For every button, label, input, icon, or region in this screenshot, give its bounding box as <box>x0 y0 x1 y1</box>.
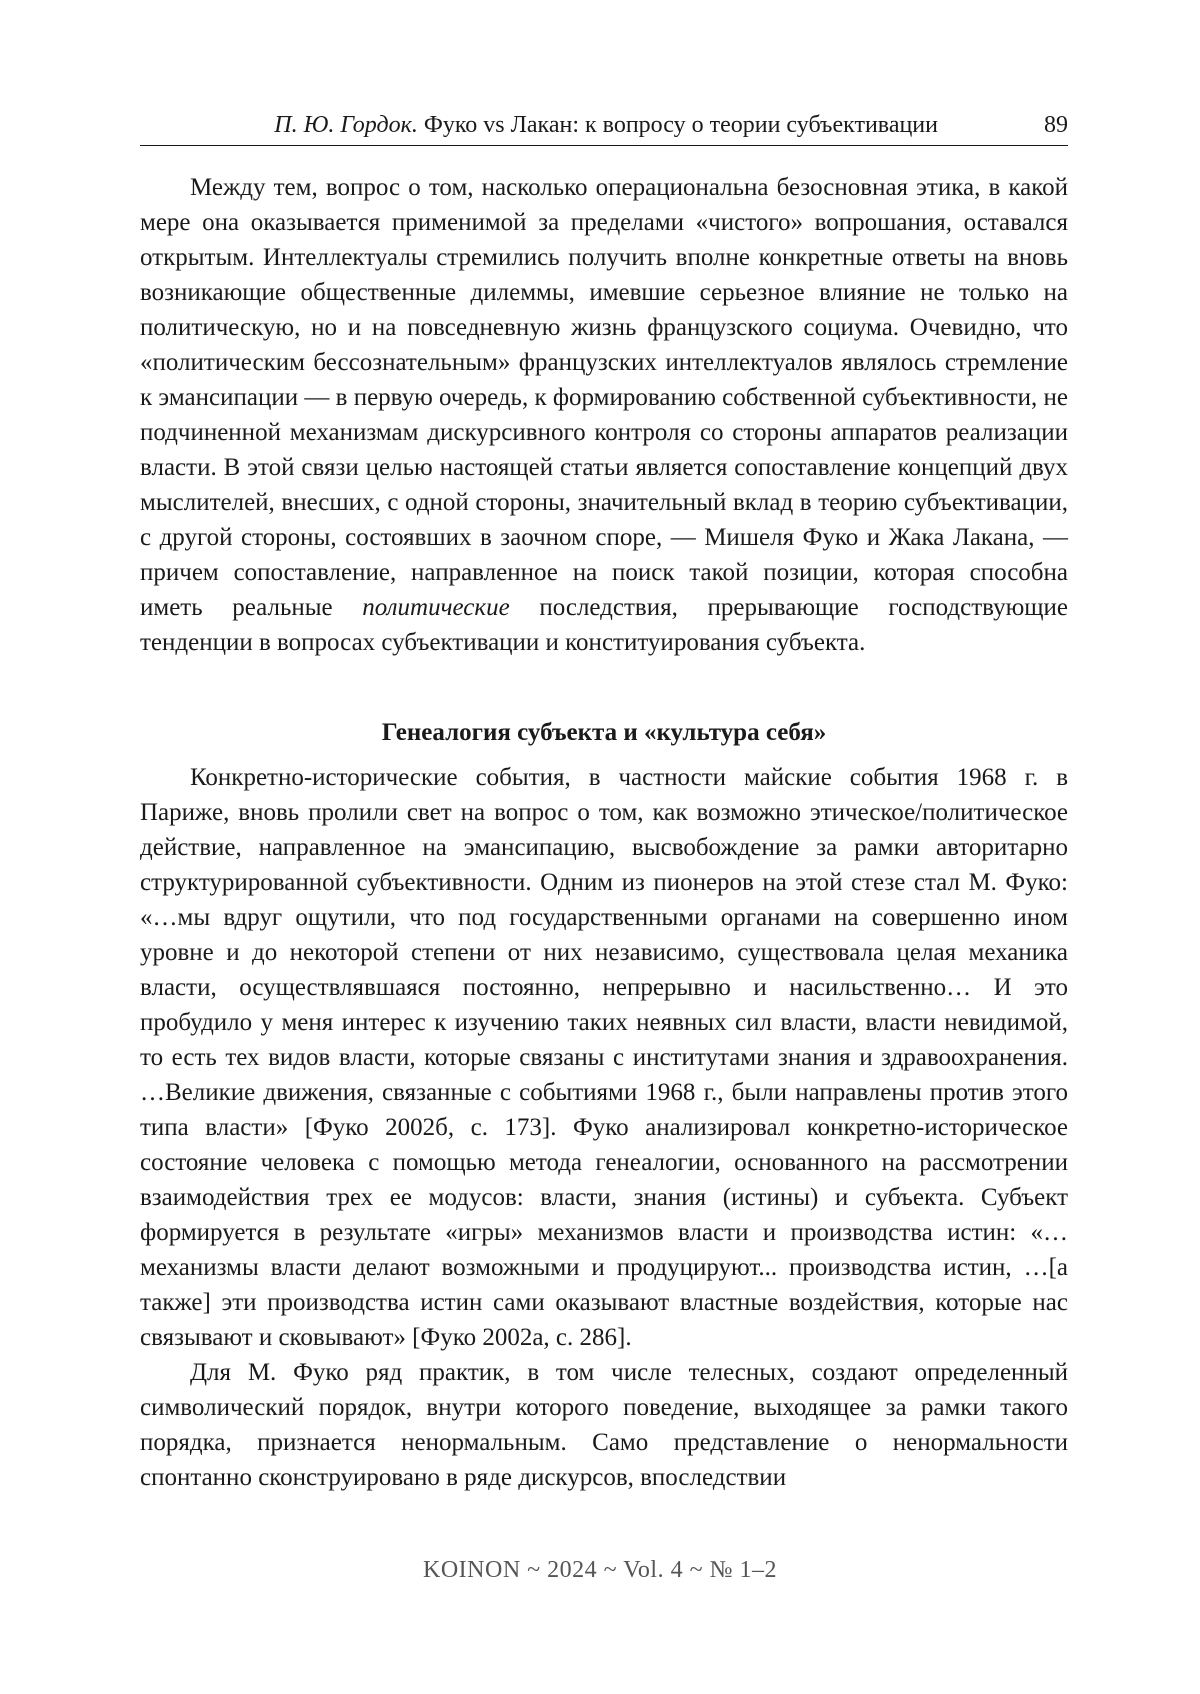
paragraph-1 <box>140 170 1068 660</box>
paragraph-3: Для М. Фуко ряд практик, в том числе телесных, создают определенный символический порядок, внутри которого поведение, выходящее за рамки такого порядка, признается ненормальным. Само представление о ненормальности спонтанно сконструировано в ряде дискурсов, впоследствии <box>140 1359 1068 1491</box>
running-head-author: П. Ю. Гордок. <box>274 112 418 138</box>
running-head-text <box>274 110 938 140</box>
journal-footer: KOINON ~ 2024 ~ Vol. 4 ~ № 1–2 <box>423 1557 777 1583</box>
article-body <box>140 170 1068 1495</box>
header-rule <box>140 145 1068 146</box>
section-heading: Генеалогия субъекта и «культура себя» <box>381 719 827 746</box>
paragraph-1-text: Между тем, вопрос о том, насколько операциональна безосновная этика, в какой мере она оказывается применимой за пределами «чистого» вопрошания, оставался открытым. Интеллектуалы стремились получить вполне конкретные ответы на вновь возникающие общественные дилеммы, имевшие серьезное влияние не только на политическую, но и на повседневную жизнь французского социума. Очевидно, что «политическим бессознательным» французских интеллектуалов являлось стремление к эмансипации — в первую очередь, к формированию собственной субъективности, не подчиненной механизмам дискурсивного контроля со стороны аппаратов реализации власти. В этой связи целью настоящей статьи является сопоставление концепций двух мыслителей, внесших, с одной стороны, значительный вклад в теорию субъективации, с другой стороны, состоявших в заочном споре, — Мишеля Фуко и Жака Лакана, — причем сопоставление, направленное на поиск такой позиции, которая способна иметь реальные <box>140 174 1068 621</box>
running-head-title: Фуко vs Лакан: к вопросу о теории субъективации <box>423 112 938 138</box>
paragraph-2: Конкретно-исторические события, в частности майские события 1968 г. в Париже, вновь пролили свет на вопрос о том, как возможно этическое/политическое действие, направленное на эмансипацию, высвобождение за рамки авторитарно структурированной субъективности. Одним из пионеров на этой стезе стал М. Фуко: «…мы вдруг ощутили, что под государственными органами на совершенно ином уровне и до некоторой степени от них независимо, существовала целая механика власти, осуществлявшаяся постоянно, непрерывно и насильственно… И это пробудило у меня интерес к изучению таких неявных сил власти, власти невидимой, то есть тех видов власти, которые связаны с институтами знания и здравоохранения. …Великие движения, связанные с событиями 1968 г., были направлены против этого типа власти» [Фуко 2002б, с. 173]. Фуко анализировал конкретно-историческое состояние человека с помощью метода генеалогии, основанного на рассмотрении взаимодействия трех ее модусов: власти, знания (истины) и субъекта. Субъект формируется в результате «игры» механизмов власти и производства истин: «…механизмы власти делают возможными и продуцируют... производства истин, …[а также] эти производства истин сами оказывают властные воздействия, которые нас связывают и сковывают» [Фуко 2002а, с. 286]. <box>140 764 1068 1351</box>
paragraph-1-italic: политические <box>362 594 510 621</box>
page-number: 89 <box>1044 112 1068 138</box>
paragraph-1-end: последствия, прерывающие господствующие тенденции в вопросах субъективации и конституирования субъекта. <box>140 594 1068 656</box>
